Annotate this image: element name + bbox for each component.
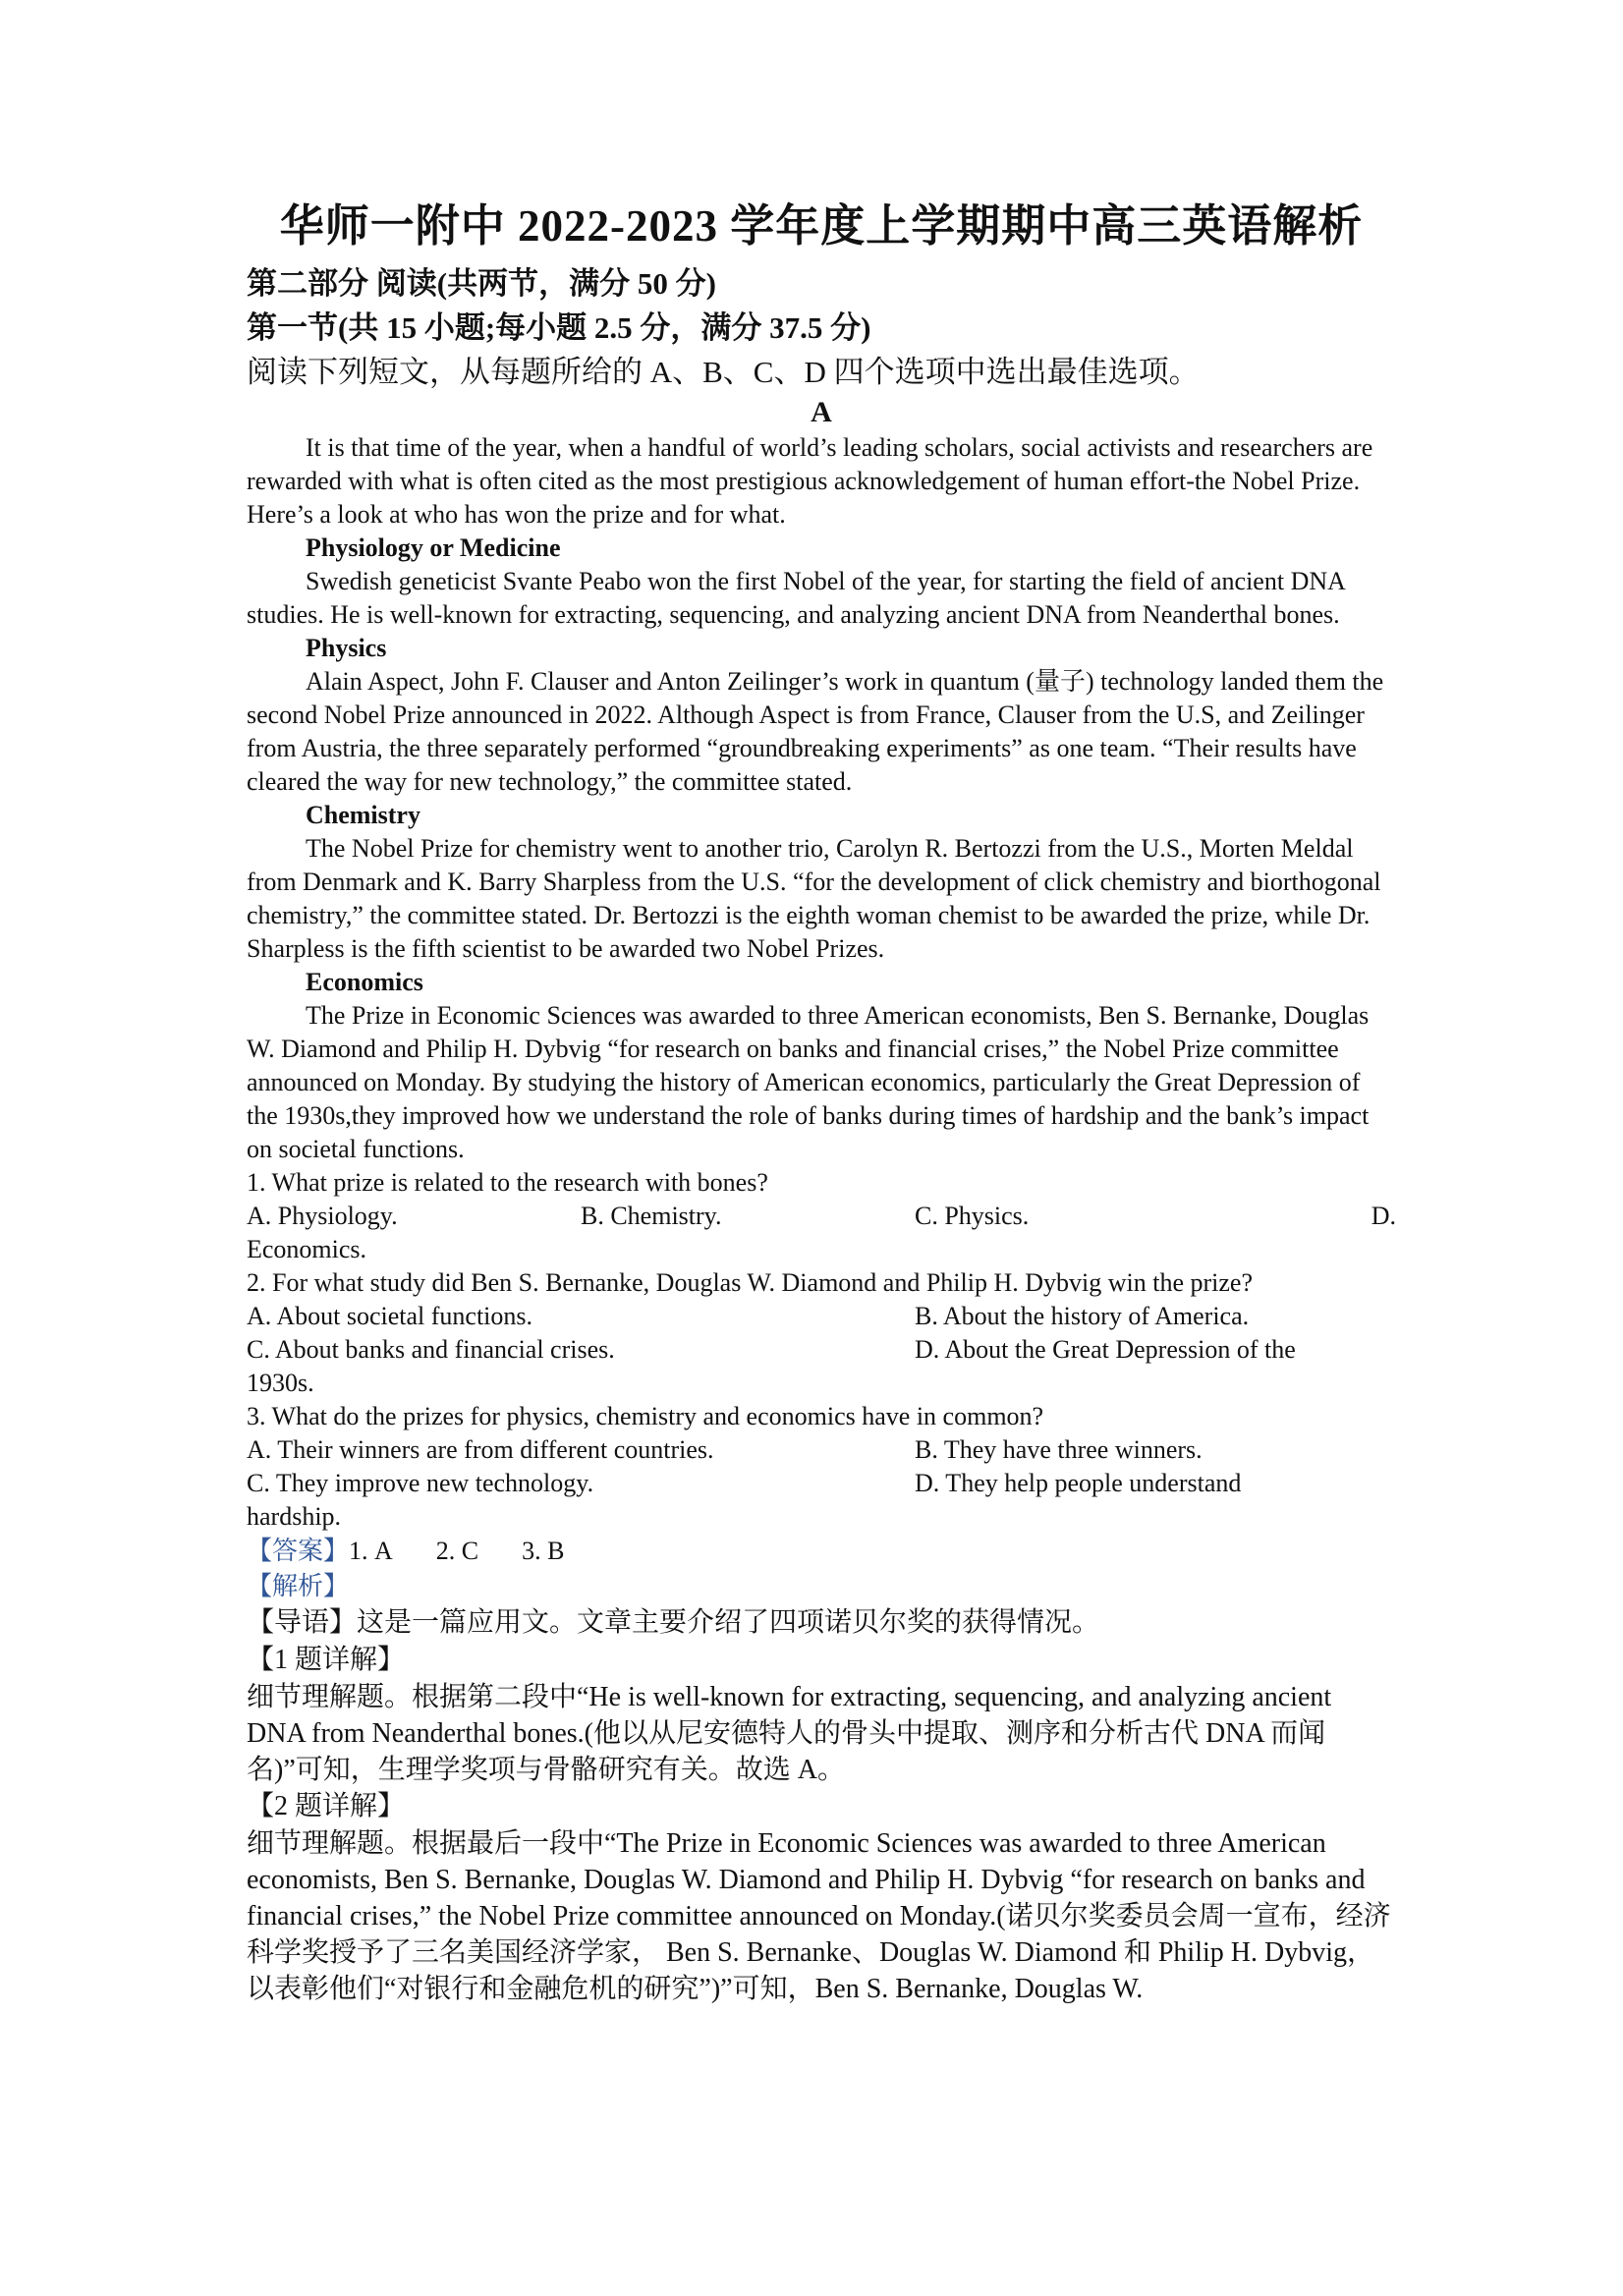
detail-2-text: 细节理解题。根据最后一段中“The Prize in Economic Sciences was awarded to three American economists, Ben S. Bernanke, Douglas W. Diamond and Philip H. Dybvig “for research on banks and financial crises,” the Nobel Prize committee announced on Monday.(诺贝尔奖委员会周一宣布，经济科学奖授予了三名美国经济学家， Ben S. Bernanke、Douglas W. Diamond 和 Philip H. Dybvig，以表彰他们“对银行和金融危机的研究”)”可知，Ben S. Bernanke, Douglas W. xyxy=(247,1828,1391,2004)
answer-3: 3. B xyxy=(522,1537,565,1565)
section-text-physics: Alain Aspect, John F. Clauser and Anton Zeilinger’s work in quantum (量子) technology landed them the second Nobel Prize announced in 2022. Although Aspect is from France, Clauser from the U.S, and Zeilinger from Austria, the three separately performed “groundbreaking experiments” as one team. “Their results have cleared the way for new technology,” the committee stated. xyxy=(247,667,1384,796)
section-text-economics: The Prize in Economic Sciences was awarded to three American economists, Ben S. Bernanke, Douglas W. Diamond and Philip H. Dybvig “for research on banks and financial crises,” the Nobel Prize committee announced on Monday. By studying the history of American economics, particularly the Great Depression of the 1930s,they improved how we understand the role of banks during times of hardship and the bank’s impact on societal functions. xyxy=(247,1001,1370,1163)
question-2-option-c: C. About banks and financial crises. xyxy=(247,1335,615,1364)
guide-text: 【导语】这是一篇应用文。文章主要介绍了四项诺贝尔奖的获得情况。 xyxy=(247,1607,1100,1638)
question-3-option-b: B. They have three winners. xyxy=(915,1435,1203,1464)
section-title-economics: Economics xyxy=(306,968,423,996)
question-3-option-c: C. They improve new technology. xyxy=(247,1469,594,1497)
section-text-medicine: Swedish geneticist Svante Peabo won the first Nobel of the year, for starting the field of ancient DNA studies. He is well-known for extracting, sequencing, and analyzing ancient DNA from Neanderthal bones. xyxy=(247,567,1345,629)
question-1-stem: 1. What prize is related to the research with bones? xyxy=(247,1168,768,1197)
question-1-option-b: B. Chemistry. xyxy=(581,1202,722,1230)
question-3-option-d: D. They help people understand xyxy=(915,1469,1242,1497)
section-title-medicine: Physiology or Medicine xyxy=(306,533,561,562)
intro-paragraph: It is that time of the year, when a handful of world’s leading scholars, social activists and researchers are rewarded with what is often cited as the most prestigious acknowledgement of human effort-the Nobel Prize. Here’s a look at who has won the prize and for what. xyxy=(247,433,1373,529)
instructions: 阅读下列短文，从每题所给的 A、B、C、D 四个选项中选出最佳选项。 xyxy=(247,355,1200,389)
question-1-options xyxy=(247,1200,1396,1233)
question-1-option-d: D. xyxy=(1371,1202,1396,1230)
analysis-label: 【解析】 xyxy=(247,1572,350,1600)
section-heading: 第一节(共 15 小题;每小题 2.5 分，满分 37.5 分) xyxy=(247,310,871,345)
question-2-option-b: B. About the history of America. xyxy=(915,1302,1250,1330)
question-3-stem: 3. What do the prizes for physics, chemistry and economics have in common? xyxy=(247,1402,1044,1430)
detail-2-label: 【2 题详解】 xyxy=(247,1791,406,1821)
document-title: 华师一附中 2022-2023 学年度上学期期中高三英语解析 xyxy=(279,201,1364,251)
question-2-options-row2 xyxy=(247,1333,1396,1367)
question-1-option-a: A. Physiology. xyxy=(247,1202,398,1230)
answer-1: 1. A xyxy=(349,1537,393,1565)
question-1-option-c: C. Physics. xyxy=(915,1202,1030,1230)
detail-1-label: 【1 题详解】 xyxy=(247,1645,406,1675)
page-content xyxy=(247,196,1396,2007)
question-3-option-d-wrap: hardship. xyxy=(247,1502,342,1531)
answer-line xyxy=(247,1534,1396,1569)
question-2-option-d: D. About the Great Depression of the xyxy=(915,1335,1296,1364)
question-2-option-a: A. About societal functions. xyxy=(247,1302,533,1330)
question-3-options-row1 xyxy=(247,1433,1396,1467)
passage-label: A xyxy=(811,396,832,428)
question-2-options-row1 xyxy=(247,1300,1396,1333)
answer-2: 2. C xyxy=(435,1537,479,1565)
question-1-option-d-text: Economics. xyxy=(247,1235,367,1263)
detail-1-text: 细节理解题。根据第二段中“He is well-known for extracting, sequencing, and analyzing ancient DNA from Neanderthal bones.(他以从尼安德特人的骨头中提取、测序和分析古代 DNA 而闻名)”可知，生理学奖项与骨骼研究有关。故选 A。 xyxy=(247,1682,1332,1785)
section-text-chemistry: The Nobel Prize for chemistry went to another trio, Carolyn R. Bertozzi from the U.S., Morten Meldal from Denmark and K. Barry Sharpless from the U.S. “for the development of click chemistry and biorthogonal chemistry,” the committee stated. Dr. Bertozzi is the eighth woman chemist to be awarded the prize, while Dr. Sharpless is the fifth scientist to be awarded two Nobel Prizes. xyxy=(247,834,1381,963)
answer-label: 【答案】 xyxy=(247,1537,350,1565)
question-3-options-row2 xyxy=(247,1467,1396,1500)
question-2-stem: 2. For what study did Ben S. Bernanke, Douglas W. Diamond and Philip H. Dybvig win the prize? xyxy=(247,1268,1254,1297)
section-title-physics: Physics xyxy=(306,634,387,662)
question-2-option-d-wrap: 1930s. xyxy=(247,1369,314,1397)
section-title-chemistry: Chemistry xyxy=(306,801,420,829)
question-3-option-a: A. Their winners are from different countries. xyxy=(247,1435,714,1464)
part-heading: 第二部分 阅读(共两节，满分 50 分) xyxy=(247,266,716,301)
